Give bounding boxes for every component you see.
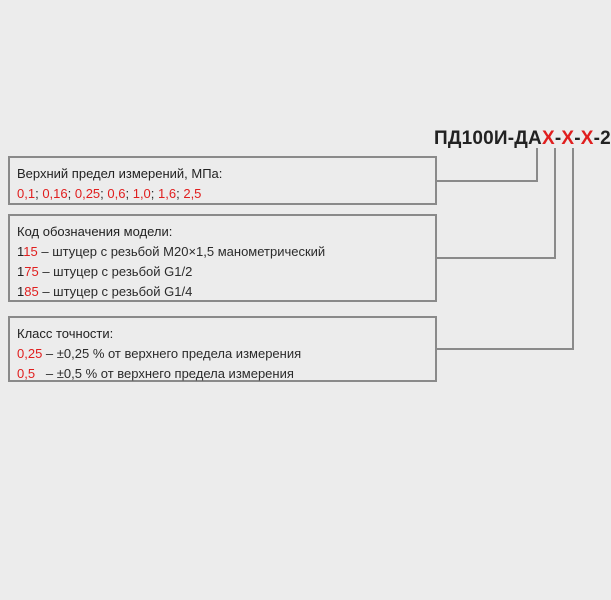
connector-class: [437, 148, 573, 349]
connector-range: [437, 148, 537, 181]
model-description: – штуцер с резьбой М20×1,5 манометрический: [37, 244, 326, 259]
range-separator: ;: [150, 186, 159, 201]
code-prefix: ПД100И-ДА: [434, 128, 542, 149]
code-sep2: -: [574, 128, 581, 149]
range-separator: ;: [67, 186, 75, 201]
class-row: [17, 364, 435, 384]
range-title: Верхний предел измерений, МПа:: [17, 166, 223, 181]
model-code-prefix: 1: [17, 244, 24, 259]
code-sep1: -: [554, 128, 562, 149]
class-row: [17, 344, 435, 364]
range-separator: ;: [176, 186, 184, 201]
code-x3: X: [580, 128, 594, 149]
class-title: Класс точности:: [17, 326, 114, 341]
range-separator: ;: [125, 186, 133, 201]
model-code-value: 75: [24, 264, 39, 279]
model-row: [17, 282, 435, 302]
code-x2: X: [561, 128, 575, 149]
range-values: [17, 184, 435, 204]
range-value: 0,25: [74, 186, 101, 201]
range-value: 0,6: [107, 186, 126, 201]
model-row: [17, 242, 435, 262]
model-description: – штуцер с резьбой G1/2: [38, 264, 193, 279]
model-code-prefix: 1: [17, 264, 25, 279]
class-code: 0,25: [17, 346, 43, 361]
code-x1: X: [541, 128, 555, 149]
range-value: 0,1: [17, 186, 36, 201]
class-description: – ±0,5 % от верхнего предела измерения: [35, 366, 294, 381]
model-box: [8, 214, 437, 302]
model-description: – штуцер с резьбой G1/4: [38, 284, 193, 299]
class-code: 0,5: [17, 366, 36, 381]
class-box: [8, 316, 437, 382]
range-separator: ;: [100, 186, 108, 201]
class-description: – ±0,25 % от верхнего предела измерения: [42, 346, 302, 361]
code-suffix: -2: [593, 128, 611, 149]
range-value: 1,6: [158, 186, 177, 201]
model-title: Код обозначения модели:: [17, 224, 173, 239]
model-row: [17, 262, 435, 282]
model-code-prefix: 1: [17, 284, 25, 299]
range-value: 1,0: [132, 186, 151, 201]
model-code-value: 85: [24, 284, 39, 299]
range-value: 0,16: [42, 186, 68, 201]
range-box: [8, 156, 437, 205]
range-separator: ;: [35, 186, 43, 201]
range-value: 2,5: [183, 186, 202, 201]
model-code-value: 15: [23, 244, 38, 259]
